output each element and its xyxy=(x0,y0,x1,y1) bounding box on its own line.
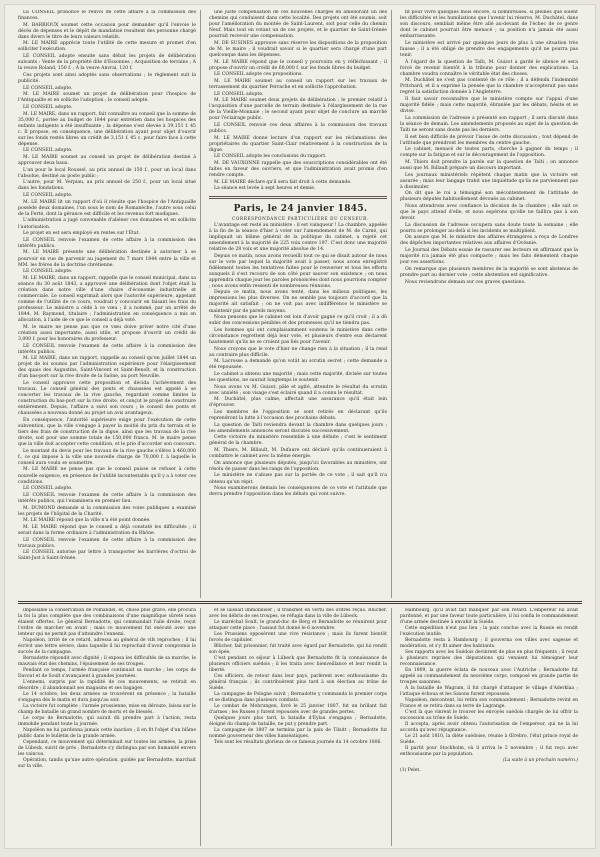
article-paragraph: LE CONSEIL adopte. xyxy=(23,104,73,110)
feuilleton-paragraph: Il partit pour Stockholm, où il arriva le 2 novembre ; il fut reçu avec enthousiasme par la population. xyxy=(400,746,578,757)
article-paragraph: une juste compensation de ces nouvelles charges en améliorant un des chemins qui conduisent dans cette localité. Des projets ont été soumis, soit pour l'amélioration du montée de Saint-Laurent, soit pour celle du chemin Neuf. Mais tout en votant un de ces projets, et le quartier de Saint-Irénée pourrait recevoir une compensation. xyxy=(209,10,387,40)
top-section xyxy=(18,10,582,598)
feuilleton-paragraph: Napoléon, mécontent, lui retira son commandement ; Bernadotte revint en France et se retira dans sa terre de Lagrange. xyxy=(400,698,578,709)
article-paragraph: Nous examinerons demain les conséquences de ce vote et l'attitude que devra prendre l'opposition dans les débats qui vont suivre. xyxy=(209,486,387,498)
article-paragraph: Il est bien difficile de prévoir l'issue de cette discussion ; tout dépend de l'attitude que prendront les membres du centre gauche. xyxy=(400,134,578,146)
article-paragraph: Ces projets sont ainsi adoptés sans observations ; le règlement suit la publicité. xyxy=(18,72,196,84)
article-paragraph: LE CONSEIL adopte. xyxy=(23,269,73,275)
article-paragraph: fit pour vivre quelques mois encore, si nombreuses, si pleines que soient les difficultés et les humiliations que l'avenir lui réserve, M. Duchâtel, dans son discours, semblait même être allé au-devant de l'échec de ce genre dont le cabinet pourrait être menacé ; sa position n'a jamais été aussi embarrassante. xyxy=(400,10,578,40)
feuilleton-paragraph: Napoléon ne lui pardonna jamais cette inaction ; il en fit l'objet d'un blâme public dans le bulletin de la grande armée. xyxy=(18,728,196,739)
feuilleton-paragraph: C'est là que vinrent le trouver les envoyés suédois chargés de lui offrir la succession au trône de Suède. xyxy=(400,710,578,721)
article-paragraph: La commission de l'adresse a présenté son rapport ; il sera discuté dans la séance de demain. Les amendements proposés au sujet de la question de Taïti ne seront sans doute pas les derniers. xyxy=(400,115,578,133)
feuilleton-paragraph: Napoléon, irrité de ce retard, adressa au général de vifs reproches ; il lui écrivit une lettre sévère, dans laquelle il lui reprochait d'avoir compromis le succès de la campagne. xyxy=(18,638,196,655)
article-paragraph: Nous pensons que le cabinet est loin d'avoir gagné ce qu'il croit ; il a dû subir des concessions pénibles et des promesses qu'il ne tiendra pas. xyxy=(209,315,387,327)
article-paragraph: Le ministère ne s'abuse pas sur la portée de ce vote ; il sait qu'il n'a obtenu qu'un répit. xyxy=(209,473,387,485)
article-paragraph: Le cabinet a obtenu une majorité ; mais cette majorité, divisée sur toutes les questions, ne saurait longtemps le soutenir. xyxy=(209,371,387,383)
article-paragraph: LE CONSEIL adopte ces propositions. xyxy=(214,72,303,78)
article-paragraph: LE CONSEIL adopte ensuite sans débat les projets de délibération suivants : Vente de la propriété dite d'Essonnes ; Acquisition de terrains ; À la veuve Roland, 150 f. ; À la veuve Anvrai, 120 f. xyxy=(18,54,196,72)
article-paragraph: En conséquence, l'autorité supérieure exige pour l'exécution de cette subvention, que la ville s'engage à payer la moitié du prix du terrain et le tiers des frais de construction de la digue, ainsi que les travaux de la rive droite, soit pour une somme totale de 150,000 francs. M. le maire pense que la ville doit accepter cette condition, et le prie d'accorder son concours. xyxy=(18,417,196,448)
feuilleton-paragraph: Il accepta, après avoir obtenu l'autorisation de l'empereur, qui ne la lui accorda qu'avec répugnance. xyxy=(400,722,578,733)
feuilleton-paragraph: Tels sont les résultats glorieux de ce fameux journée du 14 octobre 1806. xyxy=(214,740,382,745)
feuilleton-paragraph: À la bataille de Wagram, il fut chargé d'attaquer le village d'Aderklaa ; l'attaque échoua et les Saxons furent repoussés. xyxy=(400,686,578,697)
article-paragraph: M. LE MAIRE répond que le conseil a déjà constaté les difficultés ; il serait dans la forme ordinaire à l'administration du Rhône. xyxy=(18,524,196,536)
article-paragraph: On assure que M. le ministre des affaires étrangères a reçu de Londres des dépêches importantes relatives aux affaires d'Océanie. xyxy=(400,235,578,247)
article-paragraph: Le montant du devis pour les travaux de la rive gauche s'élève à 460,000 f., ce qui impose à la ville une nouvelle charge de 70,000 f. à laquelle le conseil aura voulu se soumettre. xyxy=(18,448,196,466)
article-paragraph: Les journaux ministériels répètent chaque matin que la victoire est assurée ; mais leur langage trahit une inquiétude qu'ils ne parviennent pas à dissimuler. xyxy=(400,172,578,190)
article-paragraph: M. LE MAIRE soumet au conseil un rapport sur les travaux de terrassement du quartier Perrache et en sollicite l'approbation. xyxy=(209,78,387,90)
feuilleton-paragraph: Cependant, ce mouvement qui déterminait sur toutes les armées, la prise de Lübeck, suivit de près ; Bernadotte s'y distingua par son humanité envers les vaincus. xyxy=(18,740,196,757)
article-paragraph: M. LE MAIRE apprécie toute l'utilité de cette mesure et promet d'en solliciter l'exécution. xyxy=(18,41,196,53)
article-paragraph: LE CONSEIL adopte. xyxy=(23,486,73,492)
article-paragraph: L'un pour le local Roussel, au prix annuel de 150 f., pour un local dans l'absolue, destiné au poste public ; xyxy=(18,167,196,179)
article-paragraph: M. le maire ne pense pas que ce vœu doive priver notre cité d'une création aussi importante, aussi utile, et propose d'ouvrir un crédit de 3,000 f. pour les honoraires du professeur. xyxy=(18,324,196,342)
feuilleton-paragraph: impossible la conservation de Pomandel, et, chose plus grave, elle procura la foi la plus complète que des combinaisons d'une magnifique sûreté nous étaient offertes. Le général Bernadotte, qui commandait l'aile droite, reçut l'ordre de marcher en avant ; mais ce mouvement fut exécuté avec une lenteur qui ne permit pas d'atteindre l'ennemi. xyxy=(18,608,196,637)
feuilleton-paragraph: Le maréchal Soult, le grand-duc de Berg et Bernadotte se réunirent pour attaquer cette place ; l'assaut fut donné le 6 novembre. xyxy=(209,620,387,631)
article-paragraph: LE CONSEIL autorise par lettre à transporter les barrières d'octroi de Saint-Just à Saint-Irénée. xyxy=(18,550,196,562)
article-paragraph: L'autre, pour M. Verpiau, au prix annuel de 250 f., pour un local situé dans les fondations. xyxy=(18,180,196,192)
article-paragraph: L'avantage est resté au ministère : il est vainqueur ! La chambre, appelée à la fin de la séance d'hier à voter sur l'amendement de M. de Carné, qui impliquait un blâme général de la politique du cabinet, a rejeté cet amendement à la majorité de 225 voix contre 197. C'est donc une majorité relative de 28 voix et une majorité absolue de 14. xyxy=(209,222,387,252)
feuilleton-paragraph: La victoire fut complète ; l'armée prussienne, mise en déroute, laissa sur le champ de bataille un grand nombre de morts et de blessés. xyxy=(18,704,196,715)
feuilleton-paragraph: (1) Pelet. xyxy=(400,768,421,773)
article-paragraph: Le Journal des Débats essaie de rassurer ses lecteurs en affirmant que la majorité n'a jamais été plus compacte ; mais les faits démentent chaque jour ces assertions. xyxy=(400,248,578,266)
article-paragraph: LE CONSEIL renvoie ces deux affaires à la commission des travaux publics. xyxy=(209,123,387,135)
article-paragraph: Il faut savoir reconnaître que le ministère compte sur l'appui d'une majorité fidèle ; mais cette majorité, ébranlée par les débats, hésite et se divise. xyxy=(400,97,578,115)
paris-article xyxy=(209,223,387,499)
article-paragraph: M. DE SUSINES approuve sans réserve les dispositions de la proposition de M. le maire ; il voudrait savoir si le quartier sera chargé d'une part quelconque dans les dépenses. xyxy=(209,40,387,58)
article-paragraph: M. LE MAIRE, dans un rapport, fait connaître au conseil que la somme de 35,000 f., portée au budget de 1844 pour entretien dans les hospices des enfants indigents a été insuffisante ; la dépense s'est élevée à 39,151 f. 45 c. Il propose, en conséquence, une délibération ayant pour objet d'ouvrir sur les fonds restés libres un crédit de 3,151 f. 45 c. pour faire face à cette dépense. xyxy=(18,111,196,147)
feuilleton-paragraph: Les Prussiens opposèrent une vive résistance ; mais ils furent bientôt forcés de capituler. xyxy=(209,632,387,643)
feuilleton-paragraph: Bernadotte répondit avec dignité ; il exposa les difficultés de sa marche, le mauvais état des chemins, l'épuisement de ses troupes. xyxy=(18,656,196,667)
article-paragraph: Nous reviendrons demain sur ces graves questions. xyxy=(405,279,526,285)
feuilleton-paragraph: Le combat de Mohrungen, livré le 25 janvier 1807, fut un brillant fait d'armes ; les Russes y furent repoussés avec de grandes pertes. xyxy=(209,704,387,715)
article-paragraph: M. Thiers doit prendre la parole sur la question de Taïti ; on annonce aussi que M. Billault prépare un discours important. xyxy=(400,159,578,171)
article-paragraph: M. LE MAIRE présente une délibération destinée à autoriser à se pourvoir en vue de parvenir au jugement du 7 mars 1844 entre la ville et MM. les frères de la doctrine chrétienne. xyxy=(18,250,196,268)
article-paragraph: Les hommes qui ont complaisamment soutenu le ministère dans cette circonstance regrettent déjà leur vote, et plusieurs d'entre eux déclarent hautement qu'ils ne se croient pas liés pour l'avenir. xyxy=(209,327,387,345)
article-paragraph: M. LE MAIRE soumet un projet de délibération pour l'hospice de l'Antiquaille et en sollicite l'adoption ; le conseil adopte. xyxy=(18,92,196,104)
article-paragraph: M. DUMOND demande si la commission des voies publiques a examiné les projets de l'hôpital de la Charité. xyxy=(18,505,196,517)
feuilleton-paragraph: Ses rapports avec les Suédois devinrent de plus en plus fréquents ; il reçut à plusieurs reprises des députations qui venaient lui témoigner leur reconnaissance. xyxy=(400,650,578,667)
article-paragraph: M. LE MAIRE soumet deux projets de délibération ; le premier relatif à l'acquisition d'une parcelle de terrain destinée à l'élargissement de la rue de la Vieille-Monnaie ; le second ayant pour objet de conclure un marché pour l'éclairage public. xyxy=(209,98,387,122)
article-paragraph: On annonce que plusieurs députés, jusqu'ici favorables au ministère, ont résolu de passer dans les rangs de l'opposition. xyxy=(209,460,387,472)
feuilleton-paragraph: et se laissait immobiliser ; il transmet en vertu des ordres reçus. Blücher, avec les débris de ses troupes, se réfugia dans la ville de Lübeck. xyxy=(209,608,387,619)
article-paragraph: LE CONSEIL adopte. xyxy=(214,91,264,97)
feuilleton-paragraph: Opération, tandis qu'une autre opération, guidée par Bernadotte, marchait sur la ville. xyxy=(18,758,196,769)
article-paragraph: M. LE MAIRE répond que la ville n'a été point donnée. xyxy=(23,518,151,524)
article-paragraph: LE CONSEIL adopte les conclusions du rapport. xyxy=(214,154,327,160)
article-paragraph: Cette victoire du ministère ressemble à une défaite ; c'est le sentiment général de la chambre. xyxy=(209,435,387,447)
feuilleton-column-2 xyxy=(209,608,392,846)
article-paragraph: LE CONSEIL renvoie l'examen de cette affaire à la commission des intérêts publics. xyxy=(18,237,196,249)
article-paragraph: Depuis ce matin, nous avons tenté, dans les milieux politiques, les impressions les plus diverses. On ne semble pas toujours d'accord que la majorité ait satisfait ; on ne voit pas avec indifférence le ministère se maintenir par de pareils moyens. xyxy=(209,290,387,314)
article-paragraph: On dit que le roi a témoigné son mécontentement de l'attitude de plusieurs députés habituellement dévoués au cabinet. xyxy=(400,191,578,203)
feuilleton-paragraph: Ces officiers, de retour dans leur pays, parlèrent avec enthousiasme du général français ; ils contribuèrent plus tard à son élection au trône de Suède. xyxy=(209,674,387,691)
article-paragraph: À l'égard de la question de Taïti, M. Guizot a gardé le silence et sera forcé de revenir bientôt à la tribune pour donner des explications. La chambre voudra connaître le véritable état des choses. xyxy=(400,59,578,77)
feuilleton-paragraph: Le corps de Bernadotte, qui aurait dû prendre part à l'action, resta immobile pendant toute la journée. xyxy=(18,716,196,727)
feuilleton-divider xyxy=(18,601,582,602)
article-paragraph: M. LE MAIRE ne pense pas que le conseil puisse se refuser à cette nouvelle exigence, en présence de l'utilité incontestable qu'il y a à voter ces conditions. xyxy=(18,467,196,485)
feuilleton-paragraph: Cette expédition n'eut pas lieu ; la paix conclue avec la Russie en rendit l'exécution inutile. xyxy=(400,626,578,637)
column-2 xyxy=(209,10,392,598)
article-paragraph: Depuis ce matin, nous avons recueilli tout ce qui se disait autour de nous sur le vote par lequel la majorité avait à passer, nous avons enregistré fidèlement toutes les tentatives faites pour le renverser et tous les efforts auxquels il s'est recouru de son côté pour sauver son existence ; on nous apprendra chaque jour les paroles prononcées dont nous pourrions compter ; nous avons enfin ressenti de nombreuses réunions. xyxy=(209,253,387,289)
article-paragraph: LE CONSEIL adopte. xyxy=(23,85,73,91)
feuilleton-column-1 xyxy=(18,608,201,846)
article-paragraph: Le conseil approuve cette proposition et décida l'achèvement des travaux. Le conseil général des ponts et chaussées est appelé à se concerter les travaux de la rive gauche, regardant comme limites la construction du bas-port sur la rive droite, et conçut le projet de construire entièrement. Depuis, l'affaire a suivi son cours ; le conseil des ponts et chaussées a nouveau donné au projet un avis avantageux. xyxy=(18,381,196,417)
article-paragraph: M. BARRIOUX soumet cette occasion pour demander qu'il l'envoie le décès de dépenses et le dépôt de mandatisé resultent des personne chargé dans divers le titre de leurs valeurs relatifs. xyxy=(18,22,196,40)
article-paragraph: La séance est levée à sept heures et demie. xyxy=(214,186,316,192)
article-paragraph: M. Lacrosse a demandé qu'on votât au scrutin secret ; cette demande a été repoussée. xyxy=(209,359,387,371)
article-paragraph: Le cabinet, menacé de toutes parts, cherche à gagner du temps ; il compte sur la fatigue et sur le découragement de l'opposition. xyxy=(400,147,578,159)
article-paragraph: M. Thiers, M. Billault, M. Dufaure ont déclaré qu'ils continueraient à combattre le cabinet avec la même énergie. xyxy=(209,448,387,460)
feuilleton-section xyxy=(18,608,582,846)
article-paragraph: M. LE MAIRE, dans un rapport, rappelle au conseil qu'en juillet 1844 un projet de loi soumis par l'administration supérieure pour l'élargissement des quais des Augustins, Saint-Vincent et Saint-Benoît, et la construction d'un bas-port sur la rive droite de la Saône, au port Neuville. xyxy=(18,356,196,380)
article-paragraph: La question de Taïti reviendra devant la chambre dans quelques jours ; les amendements annoncés seront discutés successivement. xyxy=(209,422,387,434)
feuilleton-paragraph: Quelques jours plus tard, la bataille d'Eylau s'engagea ; Bernadotte, éloigné du champ de bataille, ne put y prendre part. xyxy=(209,716,387,727)
article-paragraph: LE CONSEIL renvoie l'examen de cette affaire à la commission des intérêts publics, qui l'examinera en premier lieu. xyxy=(18,492,196,504)
feuilleton-paragraph: Le 21 août 1810, la diète suédoise, réunie à Œrebro, l'élut prince royal de Suède. xyxy=(400,734,578,745)
paris-subtitle: CORRESPONDANCE PARTICULIÈRE DU CENSEUR. xyxy=(232,216,369,222)
paris-dateline: Paris, le 24 janvier 1845. xyxy=(233,204,368,215)
article-paragraph: LE CONSEIL renvoie l'examen de cette affaire à la commission des intérêts publics. xyxy=(18,343,196,355)
council-report-continued xyxy=(209,10,387,192)
feuilleton-divider-thin xyxy=(18,603,582,604)
article-paragraph: On remarque que plusieurs membres de la majorité se sont abstenus de prendre part au dernier vote ; cette abstention est significative. xyxy=(400,266,578,278)
newspaper-page xyxy=(4,4,596,849)
article-paragraph: Les membres de l'opposition se sont retirés en déclarant qu'ils reprendront la lutte à l'occasion des prochains débats. xyxy=(209,410,387,422)
article-paragraph: LE CONSEIL renvoie l'examen de cette affaire à la commission des travaux publics. xyxy=(18,537,196,549)
article-paragraph: M. LE MAIRE répond que le conseil y pourvoira en y réfléchissant ; il propose d'ouvrir un crédit de 60,000 f. sur les fonds libres du budget. xyxy=(209,59,387,71)
feuilleton-paragraph: La campagne de Pologne suivit ; Bernadotte y commanda le premier corps et se distingua dans plusieurs combats. xyxy=(209,692,387,703)
feuilleton-column-3 xyxy=(400,608,582,846)
article-paragraph: Nous croyons que le vote d'hier ne change rien à la situation ; il la rend au contraire plus difficile. xyxy=(209,346,387,358)
feuilleton-paragraph: Pendant ce temps, l'armée française continuait sa marche ; les corps de Davout et de Soult s'avançaient à grandes journées. xyxy=(18,668,196,679)
feuilleton-paragraph: C'est pendant ce séjour à Lübeck que Bernadotte fit la connaissance de plusieurs officiers suédois ; il les traita avec bienveillance et leur rendit la liberté. xyxy=(209,656,387,673)
article-paragraph: LE CONSEIL adopte. xyxy=(23,193,73,199)
feuilleton-paragraph: Hambourg, qu'il avait fait manquer par son retard. L'empereur lui avait pardonné, et par une faveur toute particulière, il lui confia le commandement d'une armée destinée à envahir la Suède. xyxy=(400,608,578,625)
article-paragraph: L'administration a jugé convenable d'aliéner ces domaines et en sollicite l'autorisation. xyxy=(18,218,196,230)
article-paragraph: Le ministère est arrivé par quelques jours de plus à une situation très fausse ; il a été obligé de prendre des engagements qu'il ne pourra pas tenir. xyxy=(400,40,578,58)
article-paragraph: M. LE MAIRE donne lecture d'un rapport sur les réclamations des propriétaires du quartier Saint-Clair relativement à la construction de la digue. xyxy=(209,135,387,153)
article-paragraph: M. DE VAUXONNE rappelle que des souscriptions considérables ont été faites en faveur des ouvriers, et que l'administration avait promis d'en rendre compte. xyxy=(209,161,387,179)
article-paragraph: Nous attendrons avec confiance la décision de la chambre ; elle sait ce que le pays attend d'elle, et nous espérons qu'elle ne faillira pas à son devoir. xyxy=(400,203,578,222)
feuilleton-paragraph: En 1809, la guerre éclata de nouveau avec l'Autriche ; Bernadotte fut appelé au commandement du neuvième corps, composé en grande partie de troupes saxonnes. xyxy=(400,668,578,685)
feuilleton-paragraph: (La suite à un prochain numéro.) xyxy=(502,758,578,763)
article-paragraph: LE CONSEIL adopte. xyxy=(23,148,73,154)
article-paragraph: M. Duchâtel ne s'est pas contenté de ce rôle ; il a défendu l'indemnité Pritchard, et il a exprimé la pensée que la chambre n'accepterait pas sans regret la satisfaction donnée à l'Angleterre. xyxy=(400,78,578,96)
feuilleton-paragraph: Bernadotte resta à Hambourg ; il gouverna ces villes avec sagesse et modération, et s'y fit aimer des habitants. xyxy=(400,638,578,649)
column-1 xyxy=(18,10,201,598)
article-paragraph: Nous avons vu M. Guizot, pâle et agité, attendre le résultat du scrutin avec anxiété ; son visage s'est éclairé quand il a connu le résultat. xyxy=(209,384,387,396)
article-paragraph: La discussion de l'adresse occupera sans doute toute la semaine ; elle pourra se prolonger au-delà si les incidents se multiplient. xyxy=(400,222,578,234)
column-3 xyxy=(400,10,582,598)
feuilleton-paragraph: L'ennemi, surpris par la rapidité de ces mouvements, se retirait en désordre ; il abandonnait ses magasins et ses bagages. xyxy=(18,680,196,691)
feuilleton-paragraph: Blücher, fait prisonnier, fut traité avec égard par Bernadotte, qui lui rendit son épée. xyxy=(209,644,387,655)
article-paragraph: M. LE MAIRE lit un rapport d'où il résulte que l'hospice de l'Antiquaille possède deux domaines, l'un sous le nom de Romanèche, l'autre sous celui de la Ferté, dont la gérance est difficile et les revenus fort modiques. xyxy=(18,199,196,217)
section-divider xyxy=(209,196,387,199)
article-paragraph: Le projet en est sera employé en rentes sur l'État. xyxy=(23,231,140,237)
article-paragraph: M. LE MAIRE, dans un rapport, rappelle que le conseil municipal, dans sa séance du 30 août 1843, a approuvé une délibération dont l'objet était la création dans notre ville d'une chaire d'économie industrielle et commerciale. Le conseil exprimait alors que l'autorité supérieure, appelant comme de l'utilité de ce cours, voudrait y concourir en faisant les frais du professeur. Le ministre a cédé à ce vœu ; il a nommé, par un arrêté de 1844, M. Raymond, titulaire ; l'administration en conséquence a mis en allocation, à l'aide de ce que le conseil a déjà voté. xyxy=(18,275,196,324)
article-paragraph: LE CONSEIL prononce le renvoi de cette affaire à la commission des finances. xyxy=(18,10,196,22)
feuilleton-paragraph: La campagne de 1807 se termina par la paix de Tilsitt ; Bernadotte fut nommé gouverneur des villes hanséatiques. xyxy=(209,728,387,739)
article-paragraph: M. LE MAIRE déclare qu'il sera fait droit à cette demande. xyxy=(214,179,352,185)
feuilleton-paragraph: Le 14 octobre, les deux armées se trouvèrent en présence ; la bataille s'engagea dès le matin et dura jusqu'au soir. xyxy=(18,692,196,703)
article-paragraph: M. Duchâtel, plus calme, affectait une assurance qu'il était loin d'éprouver. xyxy=(209,397,387,409)
article-paragraph: M. LE MAIRE soumet au conseil un projet de délibération destiné à approuver deux baux. xyxy=(18,155,196,167)
